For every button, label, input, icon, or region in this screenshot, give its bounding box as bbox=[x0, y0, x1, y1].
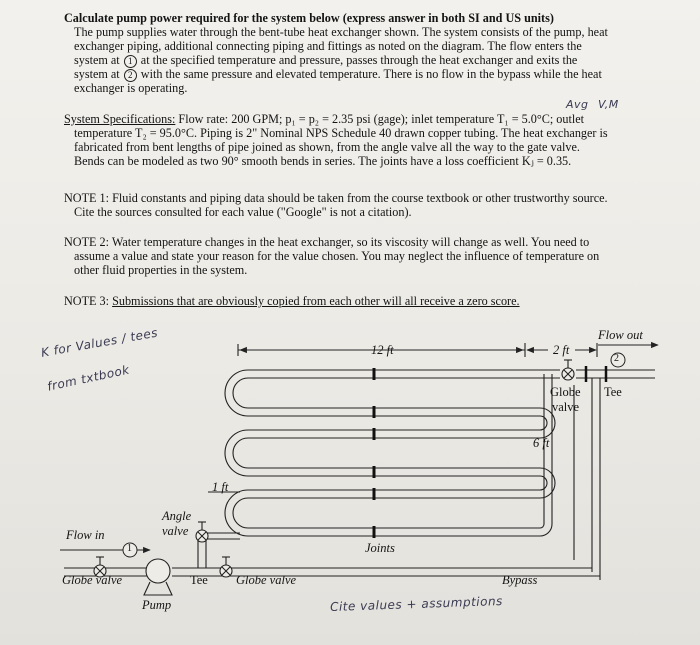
handwritten-vm: V,M bbox=[598, 98, 619, 111]
note-1-line-2: Cite the sources consulted for each value ("Google" is not a citation). bbox=[74, 205, 412, 219]
note-1-line-1: NOTE 1: Fluid constants and piping data should be taken from the course textbook or other trustworthy source. bbox=[64, 191, 608, 205]
dimension-2ft-label: 2 ft bbox=[553, 343, 570, 357]
globe-valve-right-label-2: valve bbox=[552, 400, 580, 414]
intro-line-5: exchanger is operating. bbox=[74, 81, 188, 95]
bypass-label: Bypass bbox=[502, 573, 538, 587]
handwritten-cite-values: Cite values + assumptions bbox=[329, 593, 504, 615]
pump-label: Pump bbox=[142, 598, 172, 612]
joints-label: Joints bbox=[365, 541, 395, 555]
globe-valve-bottom-label: Globe valve bbox=[236, 573, 297, 587]
spec-line-3: fabricated from bent lengths of pipe joined as shown, from the angle valve all the way to the gate valve. bbox=[74, 140, 580, 154]
angle-valve-label-1: Angle bbox=[162, 509, 192, 523]
station-1-label: 1 bbox=[127, 543, 132, 554]
note-2-line-1: NOTE 2: Water temperature changes in the heat exchanger, so its viscosity will change as well. You need to bbox=[64, 235, 590, 249]
note-2-line-3: other fluid properties in the system. bbox=[74, 263, 248, 277]
note-3: NOTE 3: Submissions that are obviously copied from each other will all receive a zero score. bbox=[64, 294, 520, 308]
station-2-marker: 2 bbox=[124, 69, 137, 82]
tee-bottom-label: Tee bbox=[190, 573, 208, 587]
dimension-12ft-label: 12 ft bbox=[371, 343, 394, 357]
dimension-6ft-label: 6 ft bbox=[533, 436, 550, 450]
globe-valve-bottom-icon bbox=[220, 557, 232, 577]
angle-valve-icon bbox=[196, 522, 208, 542]
station-2-label: 2 bbox=[614, 353, 619, 364]
intro-line-3: system at 1 at the specified temperature and pressure, passes through the heat exchanger and exits the bbox=[74, 53, 578, 67]
handwritten-avg: Avg bbox=[566, 98, 589, 111]
flow-in-label: Flow in bbox=[66, 528, 105, 542]
intro-line-2: exchanger piping, additional connecting piping and fittings as noted on the diagram. The flow enters the bbox=[74, 39, 582, 53]
spec-line-4: Bends can be modeled as two 90° smooth bends in series. The joints have a loss coefficient Kⱼ = 0.35. bbox=[74, 154, 572, 168]
note-2-line-2: assume a value and state your reason for the value chosen. You may neglect the influence of temperature on bbox=[74, 249, 600, 263]
globe-valve-right-icon bbox=[562, 360, 574, 380]
dimension-1ft-label: 1 ft bbox=[212, 480, 229, 494]
spec-line-2: temperature T₂ = 95.0°C. Piping is 2" Nominal NPS Schedule 40 drawn copper tubing. The heat exchanger is bbox=[74, 126, 608, 140]
intro-line-1: The pump supplies water through the bent-tube heat exchanger shown. The system consists of the pump, heat bbox=[74, 25, 608, 39]
spec-heading: System Specifications: bbox=[64, 112, 176, 126]
handwritten-k-values: K for Values / tees bbox=[40, 325, 159, 360]
globe-valve-left-label: Globe valve bbox=[62, 573, 123, 587]
handwritten-from-textbook: from txtbook bbox=[46, 362, 131, 394]
flow-out-label: Flow out bbox=[598, 328, 643, 342]
spec-line-1: System Specifications: Flow rate: 200 GPM; p₁ = p₂ = 2.35 psi (gage); inlet temperature T₁ = 5.0°C; outlet bbox=[64, 112, 585, 126]
tee-right-label: Tee bbox=[604, 385, 622, 399]
station-1-marker: 1 bbox=[124, 55, 137, 68]
problem-title: Calculate pump power required for the system below (express answer in both SI and US units) bbox=[64, 11, 554, 25]
globe-valve-right-label-1: Globe bbox=[550, 385, 581, 399]
angle-valve-label-2: valve bbox=[162, 524, 189, 538]
intro-line-4: system at 2 with the same pressure and elevated temperature. There is no flow in the bypass while the heat bbox=[74, 67, 602, 81]
